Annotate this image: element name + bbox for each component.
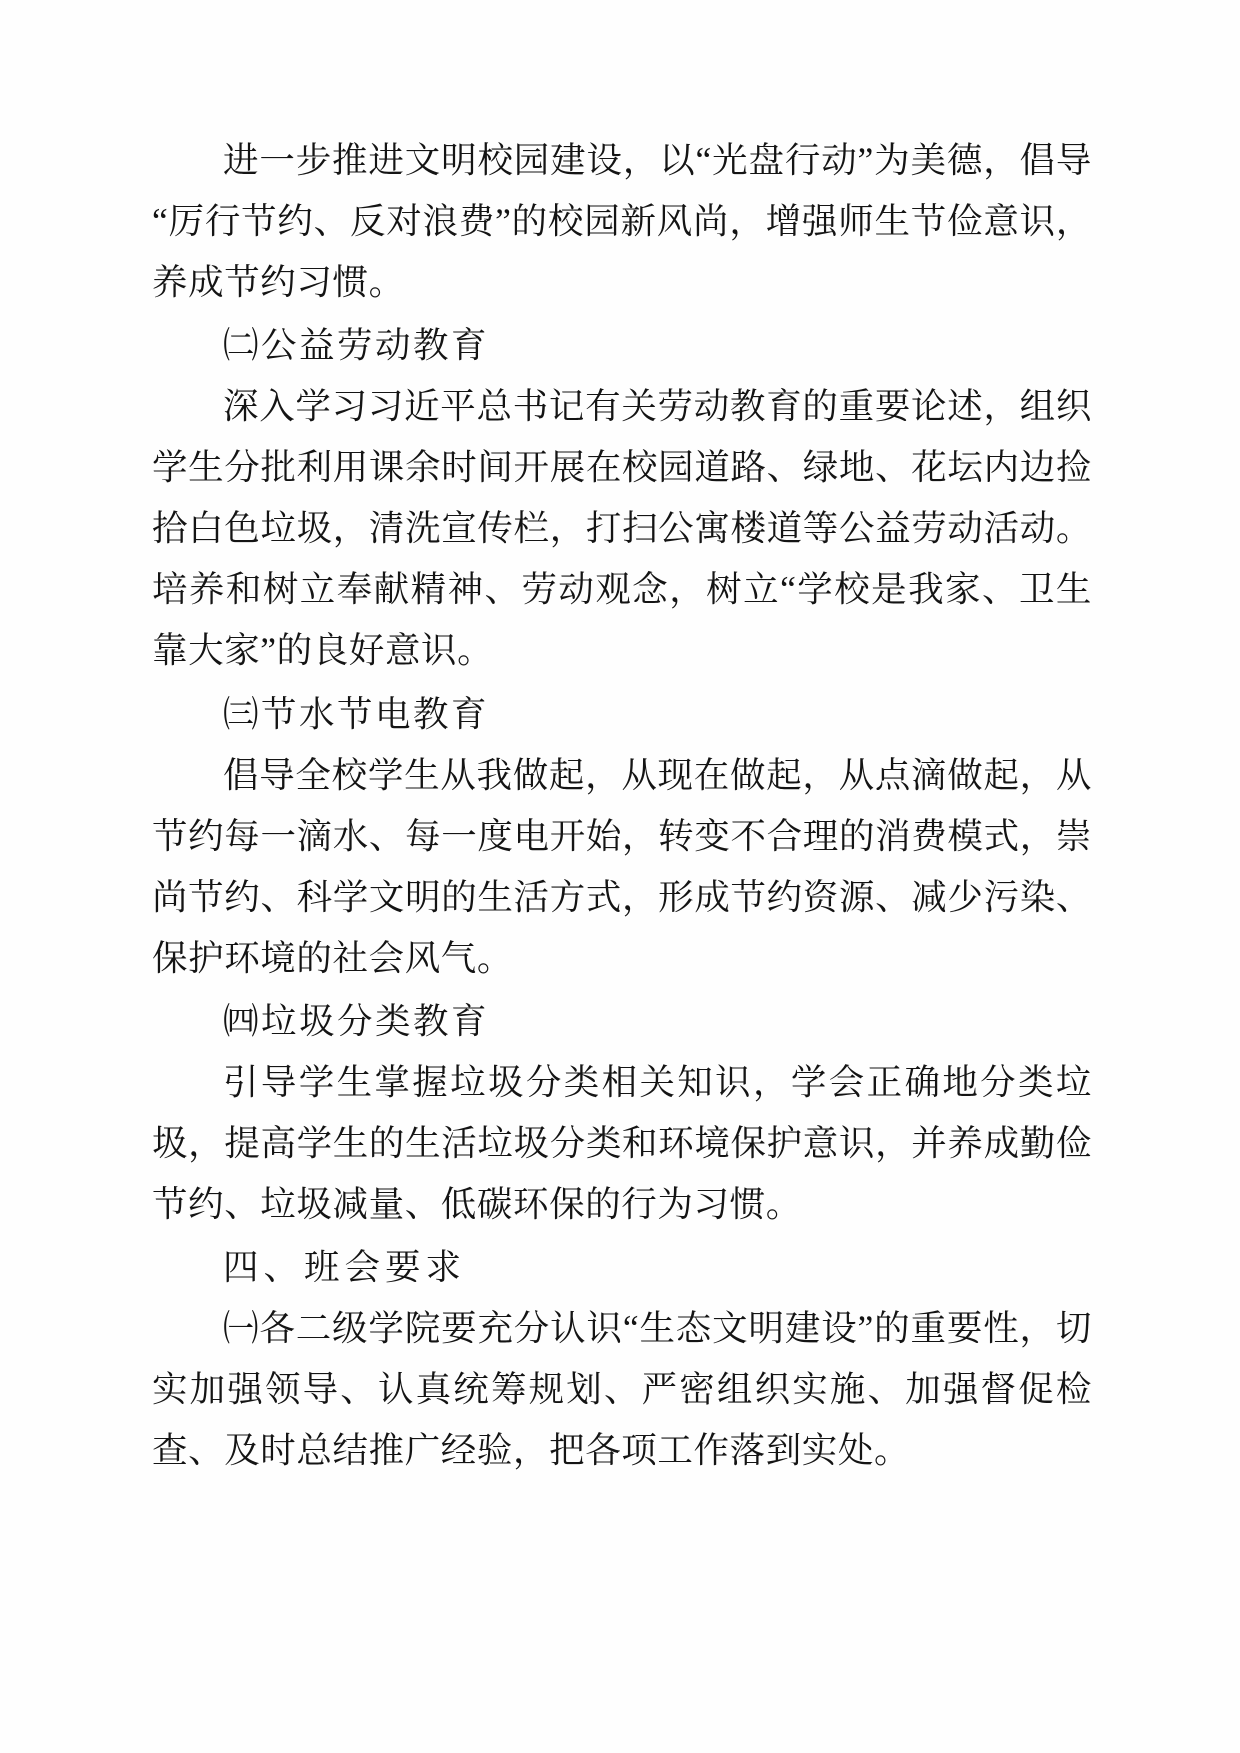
paragraph-class-meeting-requirement-one: ㈠各二级学院要充分认识“生态文明建设”的重要性，切实加强领导、认真统筹规划、严密组织实施、加强督促检查、及时总结推广经验，把各项工作落到实处。: [152, 1308, 1092, 1471]
paragraph-garbage-sorting-education: 引导学生掌握垃圾分类相关知识，学会正确地分类垃圾，提高学生的生活垃圾分类和环境保护意识，并养成勤俭节约、垃圾减量、低碳环保的行为习惯。: [152, 1061, 1092, 1225]
heading-water-electricity-saving-education: ㈢节水节电教育: [223, 693, 490, 734]
paragraph-water-electricity-saving-education: 倡导全校学生从我做起，从现在做起，从点滴做起，从节约每一滴水、每一度电开始，转变不合理的消费模式，崇尚节约、科学文明的生活方式，形成节约资源、减少污染、保护环境的社会风气。: [152, 754, 1092, 978]
heading-public-welfare-labor-education: ㈡公益劳动教育: [223, 325, 490, 366]
heading-garbage-sorting-education: ㈣垃圾分类教育: [223, 1000, 490, 1041]
heading-class-meeting-requirements: 四、班会要求: [223, 1247, 467, 1288]
paragraph-intro: 进一步推进文明校园建设，以“光盘行动”为美德，倡导“厉行节约、反对浪费”的校园新风尚，增强师生节俭意识，养成节约习惯。: [152, 140, 1092, 303]
paragraph-public-welfare-labor-education: 深入学习习近平总书记有关劳动教育的重要论述，组织学生分批利用课余时间开展在校园道路、绿地、花坛内边捡拾白色垃圾，清洗宣传栏，打扫公寓楼道等公益劳动活动。培养和树立奉献精神、劳动观念，树立“学校是我家、卫生靠大家”的良好意识。: [152, 386, 1092, 671]
document-body: [152, 130, 1092, 1481]
